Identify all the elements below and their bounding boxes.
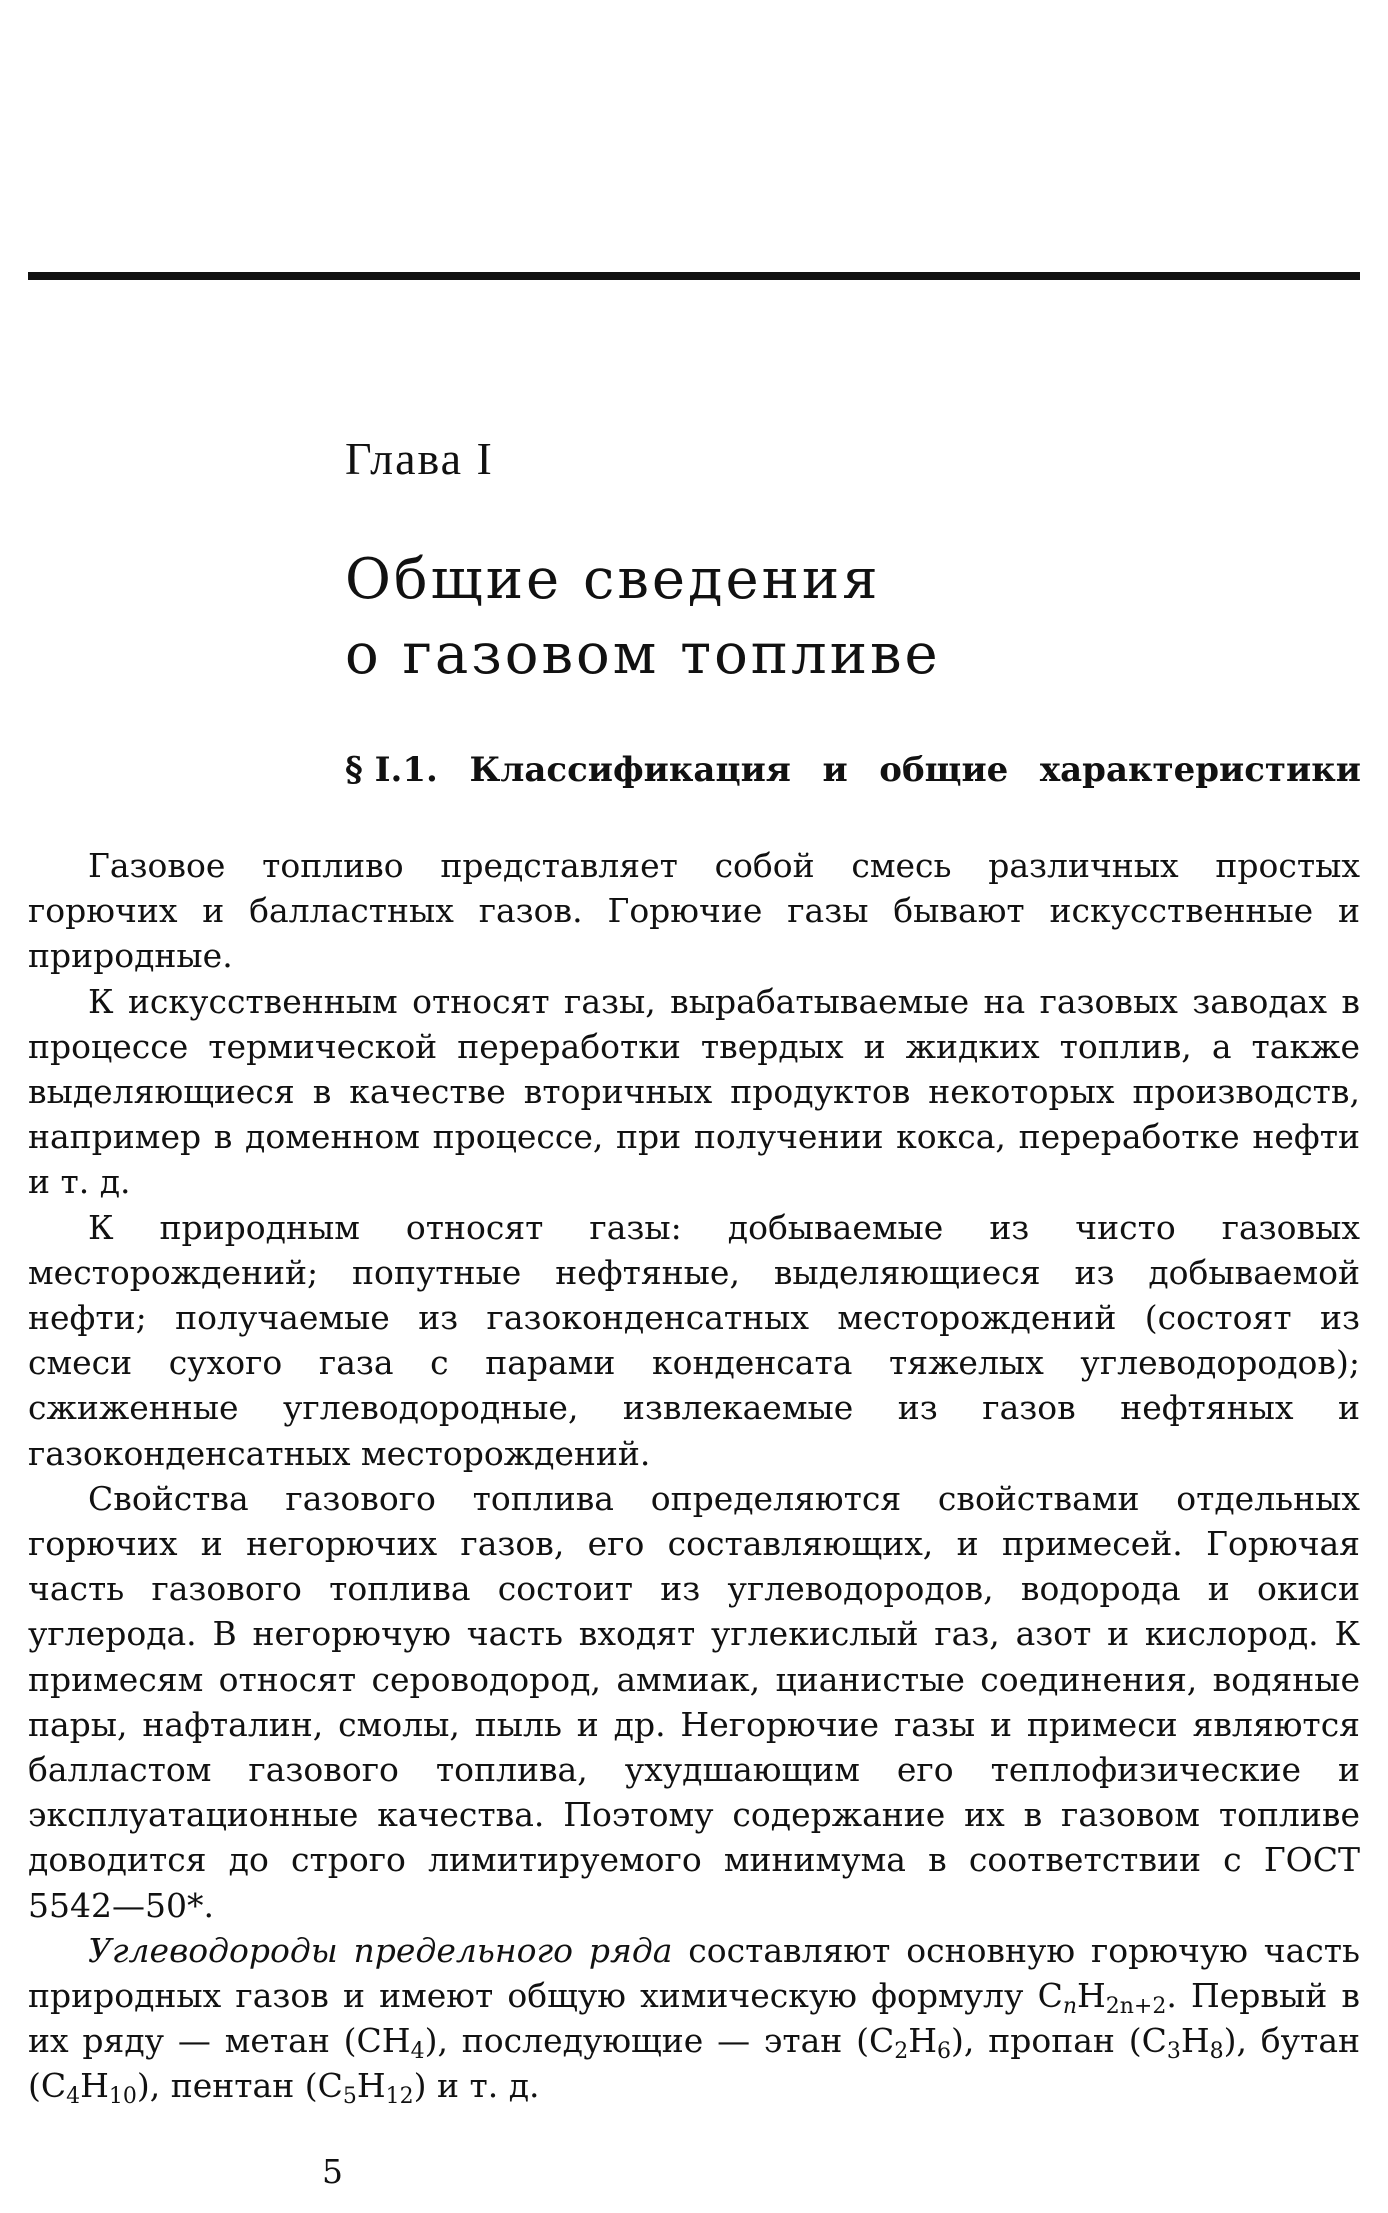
paragraph-5-text-d: , пропан bbox=[963, 2021, 1129, 2061]
paragraph-5-text-g: и т. д. bbox=[426, 2066, 540, 2106]
paragraph-5-text-c: , последующие — этан bbox=[437, 2021, 857, 2061]
formula-butane: $(C_4H_{10})$ bbox=[28, 2066, 150, 2110]
section-heading bbox=[345, 750, 1361, 790]
formula-propane: $(C_3H_8)$ bbox=[1128, 2021, 1237, 2065]
paragraph-5-text-a: составляют основную горючую часть природных газов и имеют общую химическую формулу bbox=[28, 1930, 1361, 2016]
formula-methane: $(CH_4)$ bbox=[343, 2021, 438, 2065]
paragraph-5-text-b: . Первый в их ряду — метан bbox=[28, 1976, 1360, 2061]
section-word-3: общие bbox=[879, 750, 1009, 790]
chapter-title-line-1: Общие сведения bbox=[345, 547, 881, 612]
body-text bbox=[28, 843, 1360, 2109]
formula-general: $C_nH_{2n+2}$ bbox=[1037, 1976, 1167, 2020]
section-word-1: Классификация bbox=[469, 750, 791, 790]
page-number: 5 bbox=[322, 2152, 343, 2191]
italic-term: Углеводороды предельного ряда bbox=[88, 1930, 673, 1970]
paragraph-1: Газовое топливо представляет собой смесь различных простых горючих и балластных газов. Горючие газы бывают искусственные и природные. bbox=[28, 846, 1360, 976]
chapter-label: Глава I bbox=[345, 433, 494, 484]
section-number: § I.1. bbox=[345, 750, 438, 790]
chapter-title bbox=[345, 542, 941, 692]
paragraph-3: К природным относят газы: добываемые из чисто газовых месторождений; попутные нефтяные, выделяющиеся из добываемой нефти; получаемые из газоконденсатных месторождений (состоят из смеси сухого газа с парами конденсата тяжелых углеводородов); сжиженные углеводородные, извлекаемые из газов нефтяных и газоконденсатных месторождений. bbox=[28, 1207, 1360, 1473]
formula-pentane: $(C_5H_{12})$ bbox=[304, 2066, 427, 2110]
chapter-title-line-2: о газовом топливе bbox=[345, 622, 941, 687]
top-rule bbox=[28, 272, 1360, 280]
section-word-2: и bbox=[822, 750, 848, 790]
formula-ethane: $(C_2H_6)$ bbox=[856, 2021, 964, 2065]
paragraph-5 bbox=[28, 1928, 1360, 2109]
section-word-4: характеристики bbox=[1039, 750, 1361, 790]
paragraph-2: К искусственным относят газы, вырабатываемые на газовых заводах в процессе термической переработки твердых и жидких топлив, а также выделяющиеся в качестве вторичных продуктов некоторых производств, например в доменном процессе, при получении кокса, переработке нефти и т. д. bbox=[28, 981, 1360, 1202]
paragraph-5-text-f: , пентан bbox=[149, 2066, 305, 2106]
paragraph-5-text-e: , бутан bbox=[1236, 2021, 1360, 2061]
paragraph-4: Свойства газового топлива определяются свойствами отдельных горючих и негорючих газов, его составляющих, и примесей. Горючая часть газового топлива состоит из углеводородов, водорода и окиси углерода. В негорючую часть входят углекислый газ, азот и кислород. К примесям относят сероводород, аммиак, цианистые соединения, водяные пары, нафталин, смолы, пыль и др. Негорючие газы и примеси являются балластом газового топлива, ухудшающим его теплофизические и эксплуатационные качества. Поэтому содержание их в газовом топливе доводится до строго лимитируемого минимума в соответствии с ГОСТ 5542—50*. bbox=[28, 1478, 1360, 1925]
